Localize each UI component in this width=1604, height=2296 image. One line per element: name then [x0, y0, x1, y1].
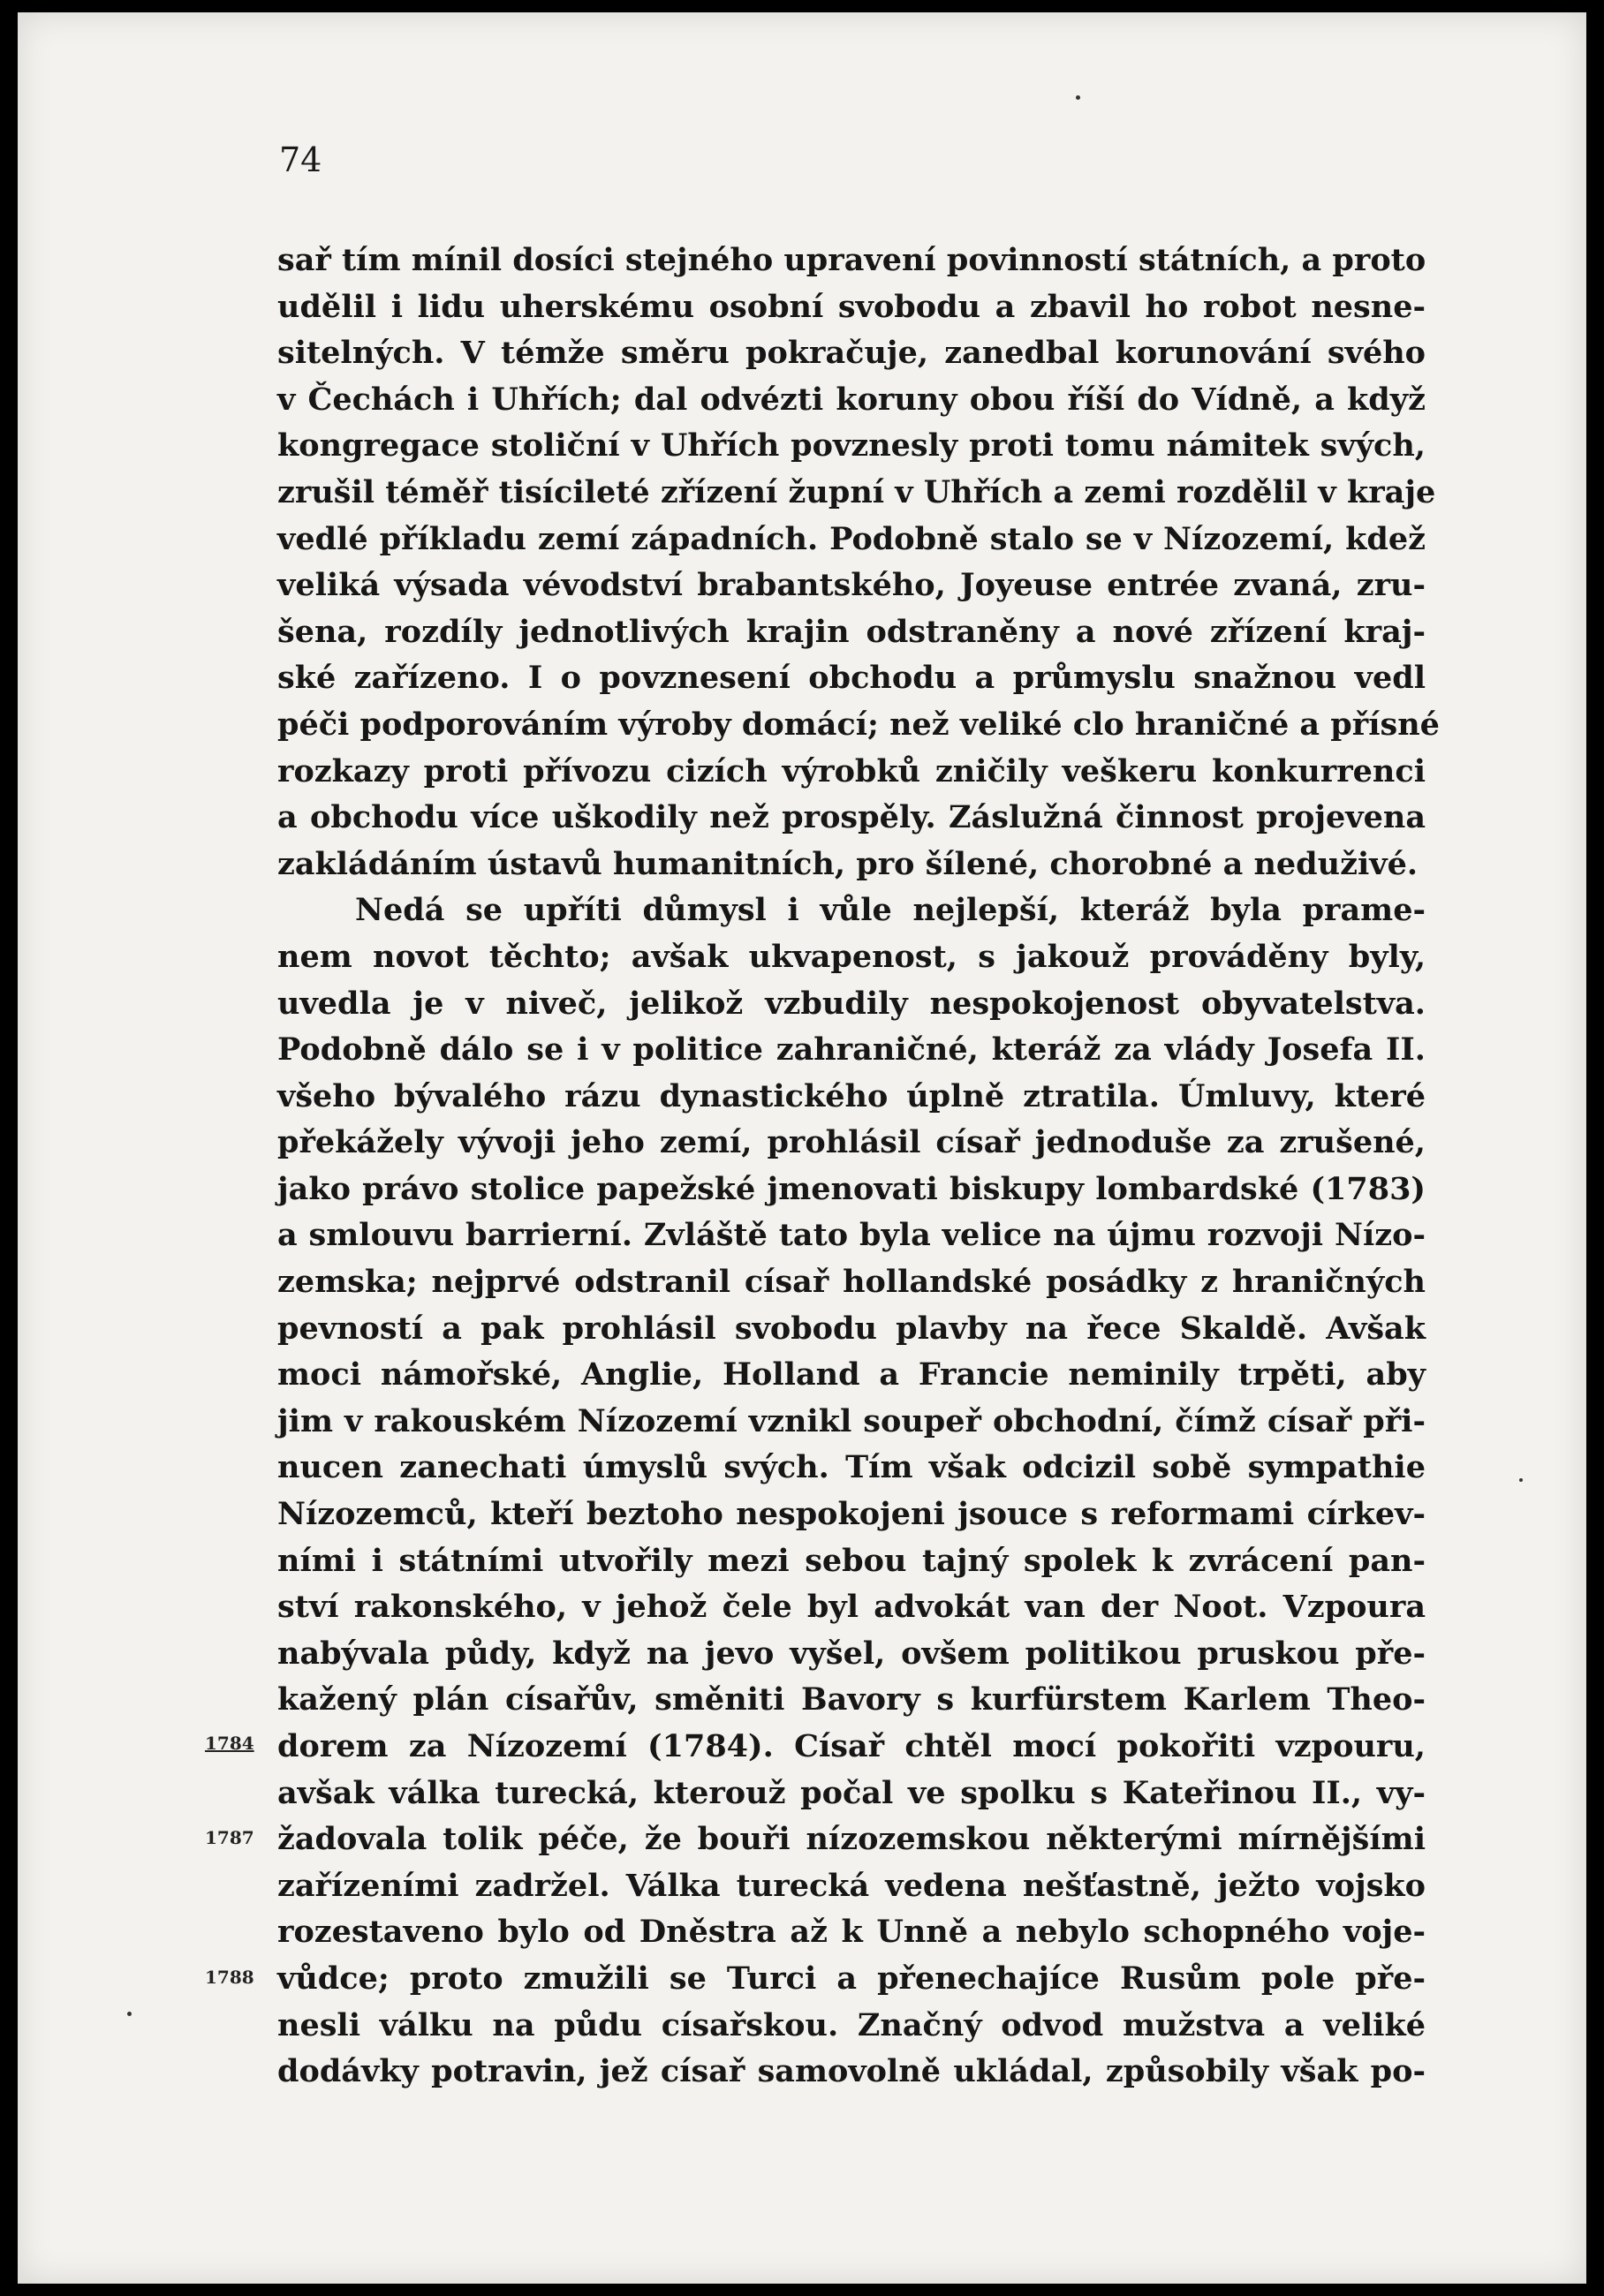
body-text	[277, 238, 1440, 2096]
text-line: Nízozemců, kteří beztoho nespokojeni jsouce s reformami církev-	[277, 1496, 1426, 1533]
text-line: šena, rozdíly jednotlivých krajin odstraněny a nové zřízení kraj-	[277, 613, 1426, 650]
text-line: nesli válku na půdu císařskou. Značný odvod mužstva a veliké	[277, 2006, 1426, 2043]
text-line: avšak válka turecká, kterouž počal ve spolku s Kateřinou II., vy-	[277, 1774, 1426, 1811]
text-line: ství rakonského, v jehož čele byl advokát van der Noot. Vzpoura	[277, 1589, 1426, 1626]
text-line: zemska; nejprvé odstranil císař hollandské posádky z hraničných	[277, 1264, 1426, 1301]
book-page	[18, 12, 1586, 2284]
text-line: sitelných. V témže směru pokračuje, zanedbal korunování svého	[277, 335, 1426, 372]
text-line: jako právo stolice papežské jmenovati biskupy lombardské (1783)	[277, 1170, 1426, 1207]
text-line: Nedá se upříti důmysl i vůle nejlepší, kteráž byla prame-	[355, 892, 1426, 929]
print-speck	[1076, 95, 1080, 100]
text-line: v Čechách i Uhřích; dal odvézti koruny obou říší do Vídně, a když	[277, 381, 1426, 418]
text-line: rozestaveno bylo od Dněstra až k Unně a nebylo schopného voje-	[277, 1914, 1426, 1951]
text-line: rozkazy proti přívozu cizích výrobků zničily veškeru konkurrenci	[277, 752, 1426, 789]
text-line: a obchodu více uškodily než prospěly. Záslužná činnost projevena	[277, 799, 1426, 836]
text-line: dorem za Nízozemí (1784). Císař chtěl mocí pokořiti vzpouru,	[277, 1728, 1426, 1764]
text-line: vůdce; proto zmužili se Turci a přenechajíce Rusům pole pře-	[277, 1960, 1426, 1997]
print-speck	[127, 2012, 132, 2016]
page-number: 74	[279, 140, 322, 179]
text-line: ními i státními utvořily mezi sebou tajný spolek k zvrácení pan-	[277, 1542, 1426, 1579]
margin-year-note: 1788	[205, 1967, 254, 1988]
text-line: zrušil téměř tisícileté zřízení župní v Uhřích a zemi rozdělil v kraje	[277, 473, 1436, 510]
text-line: pevností a pak prohlásil svobodu plavby na řece Skaldě. Avšak	[277, 1310, 1426, 1347]
margin-year-note: 1784	[205, 1733, 254, 1754]
margin-year-note: 1787	[205, 1827, 254, 1848]
text-line: zařízeními zadržel. Válka turecká vedena nešťastně, ježto vojsko	[277, 1867, 1426, 1904]
text-line: žadovala tolik péče, že bouři nízozemskou některými mírnějšími	[277, 1821, 1426, 1858]
text-line: péči podporováním výroby domácí; než veliké clo hraničné a přísné	[277, 706, 1440, 743]
text-line: zakládáním ústavů humanitních, pro šílené, chorobné a neduživé.	[277, 845, 1419, 882]
text-line: sař tím mínil dosíci stejného upravení povinností státních, a proto	[277, 242, 1426, 278]
text-line: uvedla je v niveč, jelikož vzbudily nespokojenost obyvatelstva.	[277, 985, 1426, 1022]
text-line: moci námořské, Anglie, Holland a Francie neminily trpěti, aby	[277, 1356, 1426, 1393]
text-line: nem novot těchto; avšak ukvapenost, s jakouž prováděny byly,	[277, 938, 1426, 975]
text-line: vedlé příkladu zemí západních. Podobně stalo se v Nízozemí, kdež	[277, 520, 1426, 557]
text-line: překážely vývoji jeho zemí, prohlásil císař jednoduše za zrušené,	[277, 1124, 1426, 1161]
text-line: nucen zanechati úmyslů svých. Tím však odcizil sobě sympathie	[277, 1449, 1426, 1486]
text-line: kažený plán císařův, směniti Bavory s kurfürstem Karlem Theo-	[277, 1681, 1426, 1718]
text-line: nabývala půdy, když na jevo vyšel, ovšem politikou pruskou pře-	[277, 1635, 1426, 1672]
text-line: všeho bývalého rázu dynastického úplně ztratila. Úmluvy, které	[277, 1077, 1426, 1114]
text-line: Podobně dálo se i v politice zahraničné, kteráž za vlády Josefa II.	[277, 1031, 1426, 1069]
text-line: dodávky potravin, jež císař samovolně ukládal, způsobily však po-	[277, 2053, 1426, 2090]
text-line: udělil i lidu uherskému osobní svobodu a zbavil ho robot nesne-	[277, 288, 1426, 325]
text-line: kongregace stoliční v Uhřích povznesly proti tomu námitek svých,	[277, 427, 1426, 464]
text-line: a smlouvu barrierní. Zvláště tato byla velice na újmu rozvoji Nízo-	[277, 1217, 1426, 1254]
text-line: jim v rakouském Nízozemí vznikl soupeř obchodní, čímž císař při-	[277, 1402, 1426, 1439]
print-speck	[1519, 1478, 1523, 1482]
text-line: veliká výsada vévodství brabantského, Joyeuse entrée zvaná, zru-	[277, 567, 1426, 604]
text-line: ské zařízeno. I o povznesení obchodu a průmyslu snažnou vedl	[277, 660, 1426, 697]
